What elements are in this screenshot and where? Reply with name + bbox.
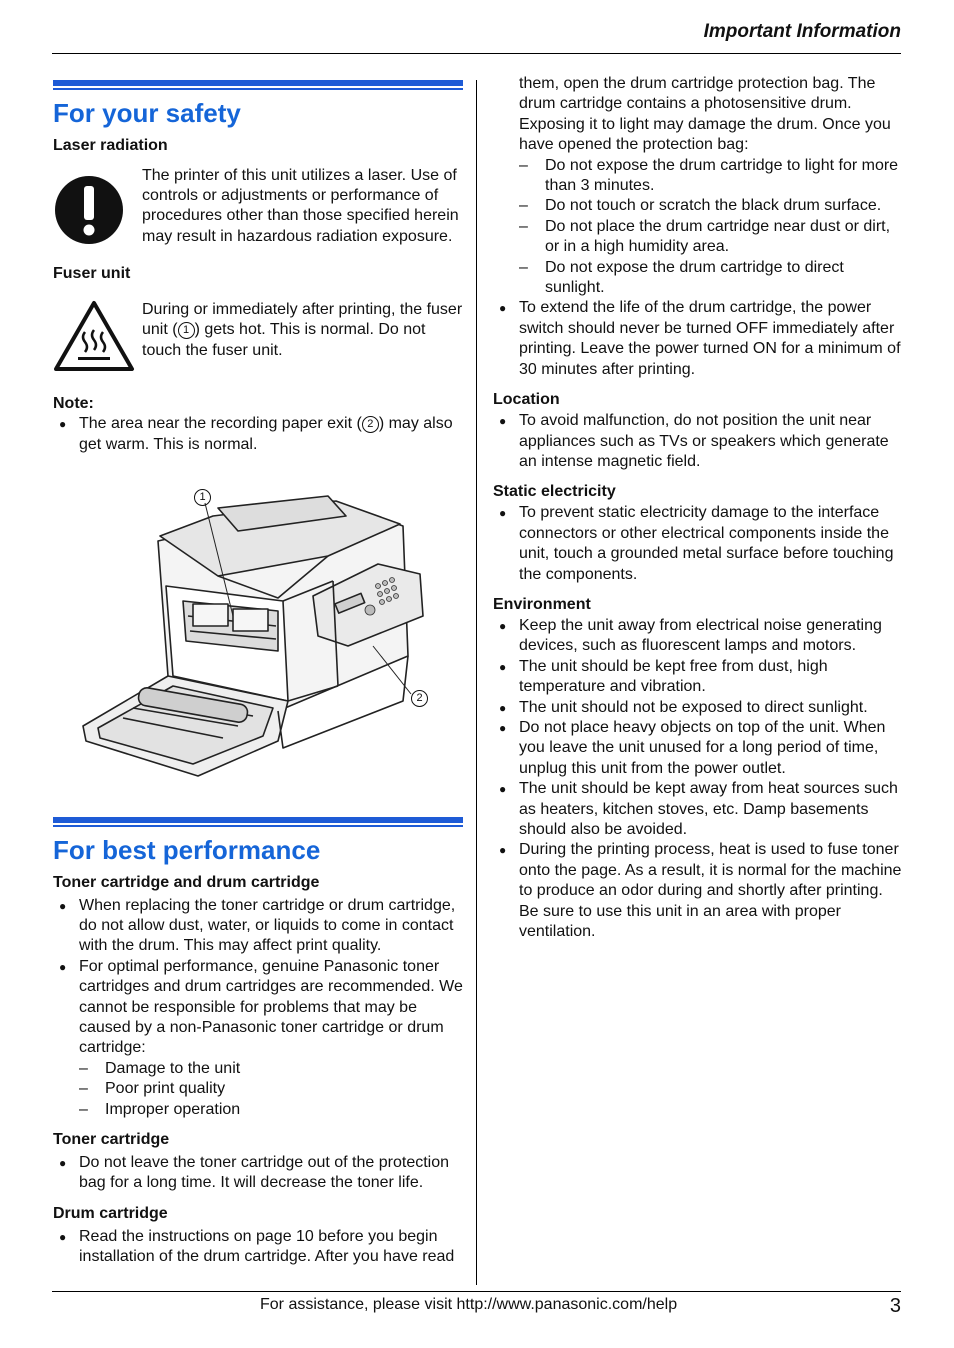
location-title: Location [493,391,560,409]
left-column [53,80,463,455]
environment-bullet-2: ● The unit should be kept free from dust, high temperature and vibration. [493,657,903,698]
environment-title: Environment [493,595,591,613]
toner-title: Toner cartridge [53,1130,170,1148]
drum-bullet-1: ● Read the instructions on page 10 before you begin installation of the drum cartridge. After you have read [53,1227,463,1268]
environment-bullet-1: ● Keep the unit away from electrical noise generating devices, such as fluorescent lamps and motors. [493,616,903,657]
callout-marker-2: 2 [362,416,379,433]
page-header-title: Important Information [703,21,901,42]
drum-dash-2: – Do not touch or scratch the black drum surface. [493,196,903,216]
toner-drum-dash-3: – Improper operation [53,1100,463,1120]
note-text-a: The area near the recording paper exit ( [79,415,362,433]
drum-title: Drum cartridge [53,1204,168,1222]
laser-text: The printer of this unit utilizes a laser. Use of controls or adjustments or performance of procedures other than those specified herein may result in hazardous radiation exposure. [142,166,459,245]
section-bar [53,817,463,823]
left-column-performance [53,817,463,1268]
printer-illustration [78,486,438,786]
drum-continued: them, open the drum cartridge protection bag. The drum cartridge contains a photosensitive drum. Exposing it to light may damage the drum. Once you have opened the protection bag: [519,75,891,154]
location-bullet-1: ● To avoid malfunction, do not position the unit near appliances such as TVs or speakers which generate an intense magnetic field. [493,411,903,472]
fuser-text [142,300,463,361]
drum-dash-1: – Do not expose the drum cartridge to light for more than 3 minutes. [493,156,903,197]
illustration-callout-1: 1 [194,489,211,506]
drum-dash-3: – Do not place the drum cartridge near dust or dirt, or in a high humidity area. [493,217,903,258]
laser-title: Laser radiation [53,136,168,154]
toner-drum-bullet-1: ● When replacing the toner cartridge or drum cartridge, do not allow dust, water, or liquids to come in contact with the drum. This may affect print quality. [53,896,463,957]
toner-drum-dash-2: – Poor print quality [53,1079,463,1099]
callout-marker-1: 1 [178,322,195,339]
drum-bullet-2: ● To extend the life of the drum cartridge, the power switch should never be turned OFF immediately after printing. Leave the power turned ON for a minimum of 30 minutes after printing. [493,298,903,380]
performance-heading: For best performance [53,834,321,865]
safety-heading: For your safety [53,97,241,128]
fuser-text-a: During or immediately after printing, the fuser unit ( [142,300,463,339]
header-rule [52,53,901,54]
toner-bullet-1: ● Do not leave the toner cartridge out of the protection bag for a long time. It will decrease the toner life. [53,1153,463,1194]
fuser-title: Fuser unit [53,264,131,282]
toner-drum-bullet-2: ● For optimal performance, genuine Panasonic toner cartridges and drum cartridges are recommended. We cannot be responsible for problems that may be caused by a non-Panasonic toner cartridge or drum cartridge: [53,957,463,1059]
page-number: 3 [889,1295,901,1317]
right-column [493,74,903,942]
section-bar [53,80,463,86]
footer-rule [52,1291,901,1292]
note-title: Note: [53,395,94,413]
environment-bullet-4: ● Do not place heavy objects on top of the unit. When you leave the unit unused for a long period of time, unplug this unit from the power outlet. [493,718,903,779]
fuser-text-b: ) gets hot. This is normal. Do not touch the fuser unit. [142,321,426,359]
column-divider [476,80,477,1285]
environment-bullet-6: ● During the printing process, heat is used to fuse toner onto the page. As a result, it is normal for the machine to produce an odor during and shortly after printing. Be sure to use this unit in an area with proper ventilation. [493,840,903,942]
section-bar-thin [53,88,463,90]
hot-surface-icon [53,300,142,378]
note-bullet [53,414,463,455]
environment-bullet-3: ● The unit should not be exposed to direct sunlight. [493,698,903,718]
note-text-b: ) may also get warm. This is normal. [79,415,453,453]
illustration-callout-2: 2 [411,690,428,707]
laser-block [53,166,463,252]
fuser-block [53,300,463,378]
static-bullet-1: ● To prevent static electricity damage to the interface connectors or other electrical components inside the unit, touch a grounded metal surface before touching the components. [493,503,903,585]
drum-dash-4: – Do not expose the drum cartridge to direct sunlight. [493,258,903,299]
footer-assist-text: For assistance, please visit http://www.panasonic.com/help [260,1296,678,1313]
static-title: Static electricity [493,483,616,501]
environment-bullet-5: ● The unit should be kept away from heat sources such as heaters, kitchen stoves, etc. Damp basements should also be avoided. [493,779,903,840]
section-bar-thin [53,825,463,827]
toner-drum-title: Toner cartridge and drum cartridge [53,873,320,891]
toner-drum-dash-1: – Damage to the unit [53,1059,463,1079]
warning-exclamation-icon [53,166,142,252]
